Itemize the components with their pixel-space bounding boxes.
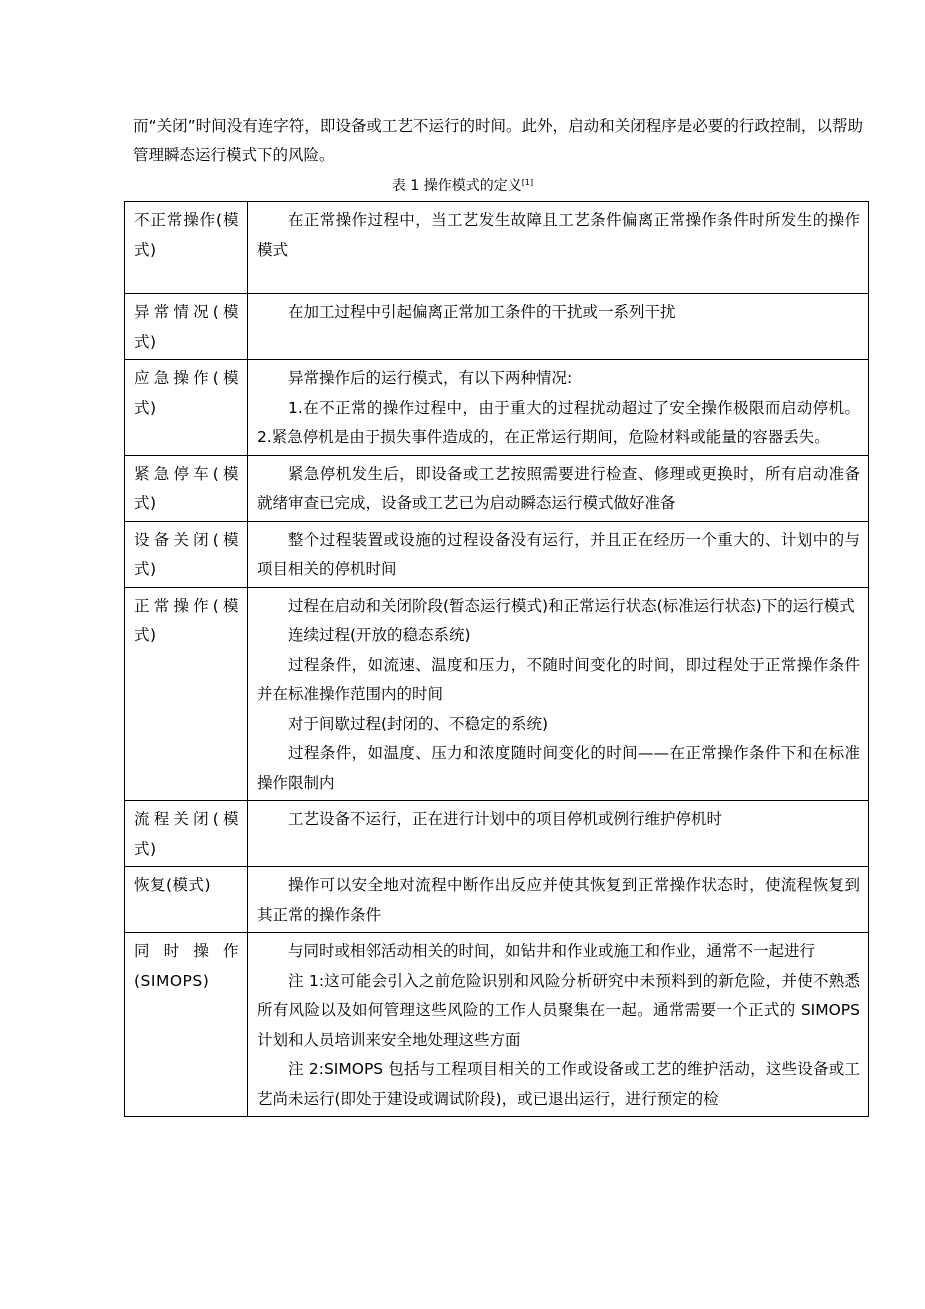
table-row: [125, 360, 869, 456]
definition-paragraph: 连续过程(开放的稳态系统): [288, 626, 471, 644]
definition-paragraph: 对于间歇过程(封闭的、不稳定的系统): [288, 714, 549, 733]
mode-definition-cell: [248, 455, 869, 521]
table-row: [125, 867, 869, 933]
operation-modes-table: [124, 201, 869, 1117]
table-row: [125, 933, 869, 1117]
mode-term-cell: 恢复(模式): [125, 867, 248, 933]
mode-term-cell: 紧急停车(模式): [125, 455, 248, 521]
intro-text: 而“关闭”时间没有连字符，即设备或工艺不运行的时间。此外，启动和关闭程序是必要的行政控制，以帮助管理瞬态运行模式下的风险。: [133, 117, 863, 164]
definition-paragraph: 与同时或相邻活动相关的时间，如钻井和作业或施工和作业，通常不一起进行: [288, 942, 816, 960]
table-row: [125, 801, 869, 867]
mode-term-cell: 正常操作(模式): [125, 587, 248, 801]
mode-term-cell: 不正常操作(模式): [125, 202, 248, 294]
mode-term-cell: 流程关闭(模式): [125, 801, 248, 867]
definition-paragraph: 在加工过程中引起偏离正常加工条件的干扰或一系列干扰: [288, 303, 676, 321]
table-row: [125, 294, 869, 360]
table-row: [125, 202, 869, 294]
mode-term-cell: 应急操作(模式): [125, 360, 248, 456]
definition-paragraph: 过程条件，如温度、压力和浓度随时间变化的时间——在正常操作条件下和在标准操作限制内: [257, 744, 860, 792]
definition-paragraph: 注 1:这可能会引入之前危险识别和风险分析研究中未预料到的新危险，并使不熟悉所有风险以及如何管理这些风险的工作人员聚集在一起。通常需要一个正式的 SIMOPS 计划和人员培训来安全地处理这些方面: [257, 971, 860, 1049]
table-row: [125, 455, 869, 521]
definition-paragraph: 在正常操作过程中，当工艺发生故障且工艺条件偏离正常操作条件时所发生的操作模式: [257, 211, 860, 259]
definition-paragraph: 异常操作后的运行模式，有以下两种情况:: [288, 369, 573, 387]
definition-paragraph: 注 2:SIMOPS 包括与工程项目相关的工作或设备或工艺的维护活动，这些设备或工艺尚未运行(即处于建设或调试阶段)，或已退出运行，进行预定的检: [257, 1060, 860, 1108]
mode-definition-cell: [248, 360, 869, 456]
table-row: [125, 587, 869, 801]
mode-definition-cell: [248, 801, 869, 867]
table-caption: [0, 176, 925, 196]
definition-paragraph: 工艺设备不运行，正在进行计划中的项目停机或例行维护停机时: [288, 810, 723, 828]
mode-definition-cell: [248, 521, 869, 587]
definition-paragraph: 1.在不正常的操作过程中，由于重大的过程扰动超过了安全操作极限而启动停机。2.紧急停机是由于损失事件造成的，在正常运行期间，危险材料或能量的容器丢失。: [257, 398, 860, 446]
mode-term-cell: 设备关闭(模式): [125, 521, 248, 587]
mode-definition-cell: [248, 867, 869, 933]
mode-term-cell: 异常情况(模式): [125, 294, 248, 360]
table-caption-label: 表 1 操作模式的定义: [391, 178, 522, 194]
intro-paragraph: [133, 112, 863, 170]
mode-definition-cell: [248, 202, 869, 294]
table-body: [125, 202, 869, 1117]
definition-paragraph: 过程在启动和关闭阶段(暂态运行模式)和正常运行状态(标准运行状态)下的运行模式: [288, 596, 855, 615]
definition-paragraph: 紧急停机发生后，即设备或工艺按照需要进行检查、修理或更换时，所有启动准备就绪审查已完成，设备或工艺已为启动瞬态运行模式做好准备: [257, 464, 860, 512]
mode-definition-cell: [248, 294, 869, 360]
definition-paragraph: 操作可以安全地对流程中断作出反应并使其恢复到正常操作状态时，使流程恢复到其正常的操作条件: [257, 876, 860, 924]
definition-paragraph: 过程条件，如流速、温度和压力，不随时间变化的时间，即过程处于正常操作条件并在标准操作范围内的时间: [257, 655, 860, 703]
mode-definition-cell: [248, 933, 869, 1117]
definition-paragraph: 整个过程装置或设施的过程设备没有运行，并且正在经历一个重大的、计划中的与项目相关的停机时间: [257, 530, 860, 578]
table-row: [125, 521, 869, 587]
table-caption-ref: [1]: [521, 178, 534, 187]
mode-term-cell: 同时操作(SIMOPS): [125, 933, 248, 1117]
mode-definition-cell: [248, 587, 869, 801]
